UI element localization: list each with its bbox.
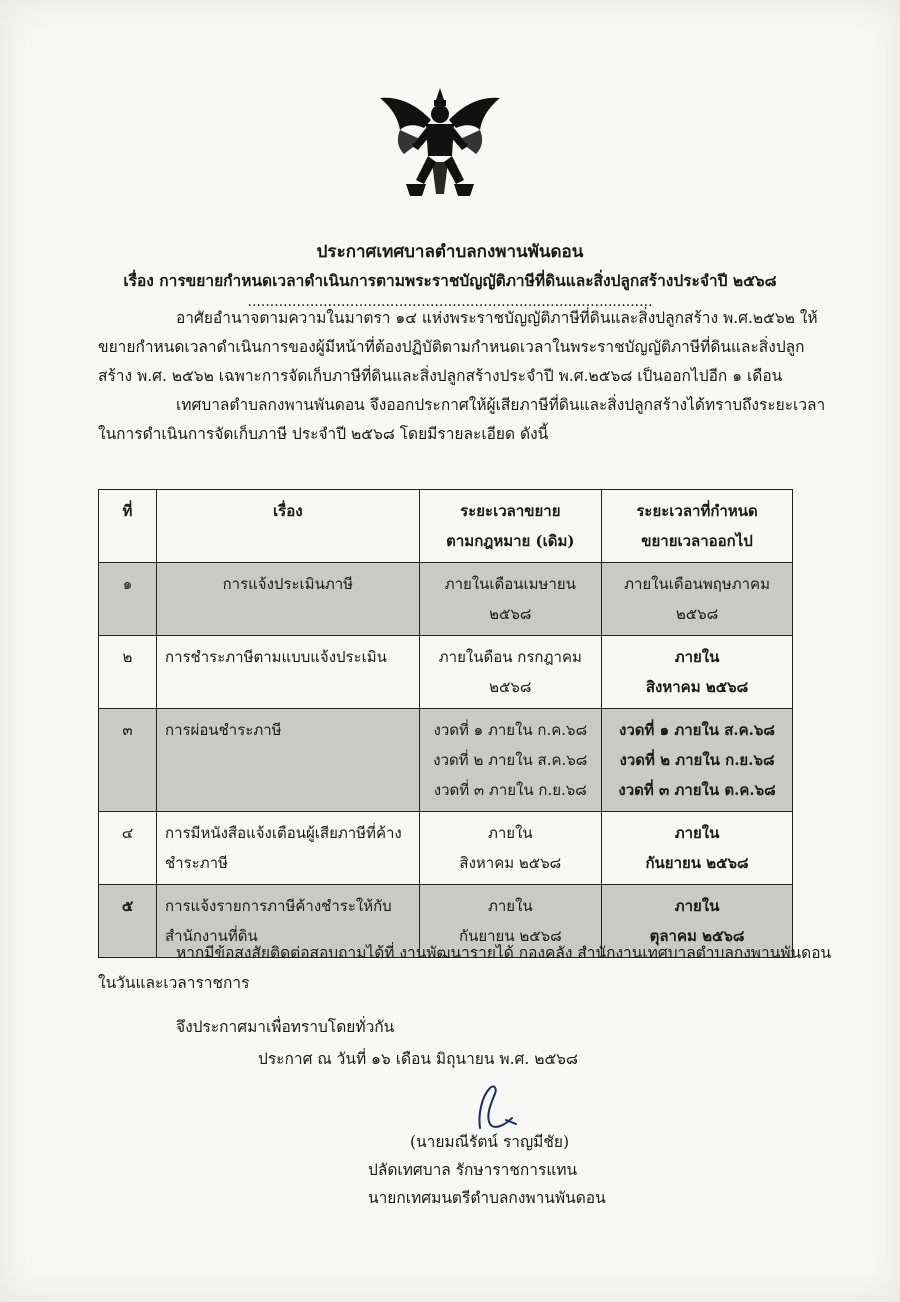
row-no: ๓ bbox=[99, 709, 157, 812]
row-old-line: สิงหาคม ๒๕๖๘ bbox=[459, 854, 562, 872]
row-old-line: ภายในดือน กรกฎาคม bbox=[438, 648, 582, 666]
table-row bbox=[99, 812, 793, 885]
row-old-line: งวดที่ ๑ ภายใน ก.ค.๖๘ bbox=[433, 721, 588, 739]
row-old-line: งวดที่ ๓ ภายใน ก.ย.๖๘ bbox=[433, 781, 587, 799]
header-new-line2: ขยายเวลาออกไป bbox=[641, 532, 753, 550]
row-new-line: งวดที่ ๓ ภายใน ต.ค.๖๘ bbox=[618, 781, 776, 799]
row-old-period bbox=[419, 563, 601, 636]
table-row bbox=[99, 563, 793, 636]
row-new-line: สิงหาคม ๒๕๖๘ bbox=[645, 678, 749, 696]
header-no: ที่ bbox=[99, 490, 157, 563]
row-old-period bbox=[419, 636, 601, 709]
header-old-period bbox=[419, 490, 601, 563]
row-no: ๑ bbox=[99, 563, 157, 636]
row-old-line: ๒๕๖๘ bbox=[489, 678, 532, 696]
row-old-period bbox=[419, 812, 601, 885]
announce-text: จึงประกาศมาเพื่อทราบโดยทั่วกัน bbox=[176, 1018, 395, 1036]
row-old-line: ๒๕๖๘ bbox=[489, 605, 532, 623]
signer-position-2: นายกเทศมนตรีตำบลกงพานพันดอน bbox=[368, 1189, 606, 1207]
body-paragraph-1: อาศัยอำนาจตามความในมาตรา ๑๔ แห่งพระราชบัญญัติภาษีที่ดินและสิ่งปลูกสร้าง พ.ศ.๒๕๖๒ ให้ขยายกำหนดเวลาดำเนินการของผู้มีหน้าที่ต้องปฏิบัติตามกำหนดเวลาในพระราชบัญญัติภาษีที่ดินและสิ่งปลูกสร้าง พ.ศ. ๒๕๖๒ เฉพาะการจัดเก็บภาษีที่ดินและสิ่งปลูกสร้างประจำปี พ.ศ.๒๕๖๘ เป็นออกไปอีก ๑ เดือน bbox=[98, 309, 818, 385]
announcement-title: ประกาศเทศบาลตำบลกงพานพันดอน bbox=[316, 242, 584, 262]
row-old-line: งวดที่ ๒ ภายใน ส.ค.๖๘ bbox=[433, 751, 588, 769]
body-paragraph-2: เทศบาลตำบลกงพานพันดอน จึงออกประกาศให้ผู้เสียภาษีที่ดินและสิ่งปลูกสร้างได้ทราบถึงระยะเวลาในการดำเนินการจัดเก็บภาษี ประจำปี ๒๕๖๘ โดยมีรายละเอียด ดังนี้ bbox=[98, 396, 826, 443]
header-old-line2: ตามกฎหมาย (เดิม) bbox=[446, 532, 575, 550]
schedule-table bbox=[98, 489, 793, 958]
header-new-period bbox=[602, 490, 793, 563]
announce-line bbox=[98, 1012, 838, 1042]
row-old-line: ภายใน bbox=[487, 897, 533, 915]
contact-text: หากมีข้อสงสัยติดต่อสอบถามได้ที่ งานพัฒนารายได้ กองคลัง สำนักงานเทศบาลตำบลกงพานพันดอน ในวันและเวลาราชการ bbox=[98, 944, 832, 992]
row-new-period bbox=[602, 636, 793, 709]
row-old-line: กันยายน ๒๕๖๘ bbox=[458, 927, 562, 945]
garuda-emblem-icon bbox=[376, 84, 504, 204]
header-old-line1: ระยะเวลาขยาย bbox=[460, 502, 561, 520]
row-old-period bbox=[419, 709, 601, 812]
row-subject: การผ่อนชำระภาษี bbox=[157, 709, 420, 812]
row-new-line: ภายใน bbox=[674, 897, 720, 915]
row-new-line: ตุลาคม ๒๕๖๘ bbox=[649, 927, 745, 945]
announcement-subject: เรื่อง การขยายกำหนดเวลาดำเนินการตามพระราชบัญญัติภาษีที่ดินและสิ่งปลูกสร้างประจำปี ๒๕๖๘ bbox=[123, 271, 777, 290]
row-new-line: งวดที่ ๑ ภายใน ส.ค.๖๘ bbox=[619, 721, 776, 739]
row-no: ๔ bbox=[99, 812, 157, 885]
row-new-line: ๒๕๖๘ bbox=[675, 605, 719, 623]
row-new-period bbox=[602, 812, 793, 885]
row-new-line: ภายในเดือนพฤษภาคม bbox=[624, 575, 770, 593]
table-row bbox=[99, 709, 793, 812]
row-old-line: ภายใน bbox=[487, 824, 533, 842]
row-new-line: ภายใน bbox=[674, 648, 720, 666]
row-new-line: กันยายน ๒๕๖๘ bbox=[645, 854, 749, 872]
table-row bbox=[99, 636, 793, 709]
row-new-line: ภายใน bbox=[674, 824, 720, 842]
header-subject: เรื่อง bbox=[157, 490, 420, 563]
row-subject: การชำระภาษีตามแบบแจ้งประเมิน bbox=[157, 636, 420, 709]
row-no: ๕ bbox=[99, 885, 157, 958]
body-text bbox=[98, 304, 828, 449]
row-no: ๒ bbox=[99, 636, 157, 709]
row-subject: การมีหนังสือแจ้งเตือนผู้เสียภาษีที่ค้างชำระภาษี bbox=[157, 812, 420, 885]
row-new-line: งวดที่ ๒ ภายใน ก.ย.๖๘ bbox=[619, 751, 775, 769]
row-new-period bbox=[602, 563, 793, 636]
row-subject: การแจ้งประเมินภาษี bbox=[157, 563, 420, 636]
table-header-row bbox=[99, 490, 793, 563]
separator-dots: ........................................................................................... bbox=[247, 294, 653, 310]
header-new-line1: ระยะเวลาที่กำหนด bbox=[636, 502, 758, 520]
row-old-line: ภายในเดือนเมษายน bbox=[444, 575, 576, 593]
signer-position-1: ปลัดเทศบาล รักษาราชการแทน bbox=[368, 1161, 578, 1179]
contact-paragraph bbox=[98, 938, 838, 998]
row-subject: การแจ้งรายการภาษีค้างชำระให้กับสำนักงานที่ดิน bbox=[157, 885, 420, 958]
signer-name: (นายมณีรัตน์ ราญมีชัย) bbox=[410, 1133, 570, 1151]
row-new-period bbox=[602, 709, 793, 812]
date-line: ประกาศ ณ วันที่ ๑๖ เดือน มิถุนายน พ.ศ. ๒๕๖๘ bbox=[258, 1050, 578, 1068]
signature-icon bbox=[460, 1078, 530, 1134]
